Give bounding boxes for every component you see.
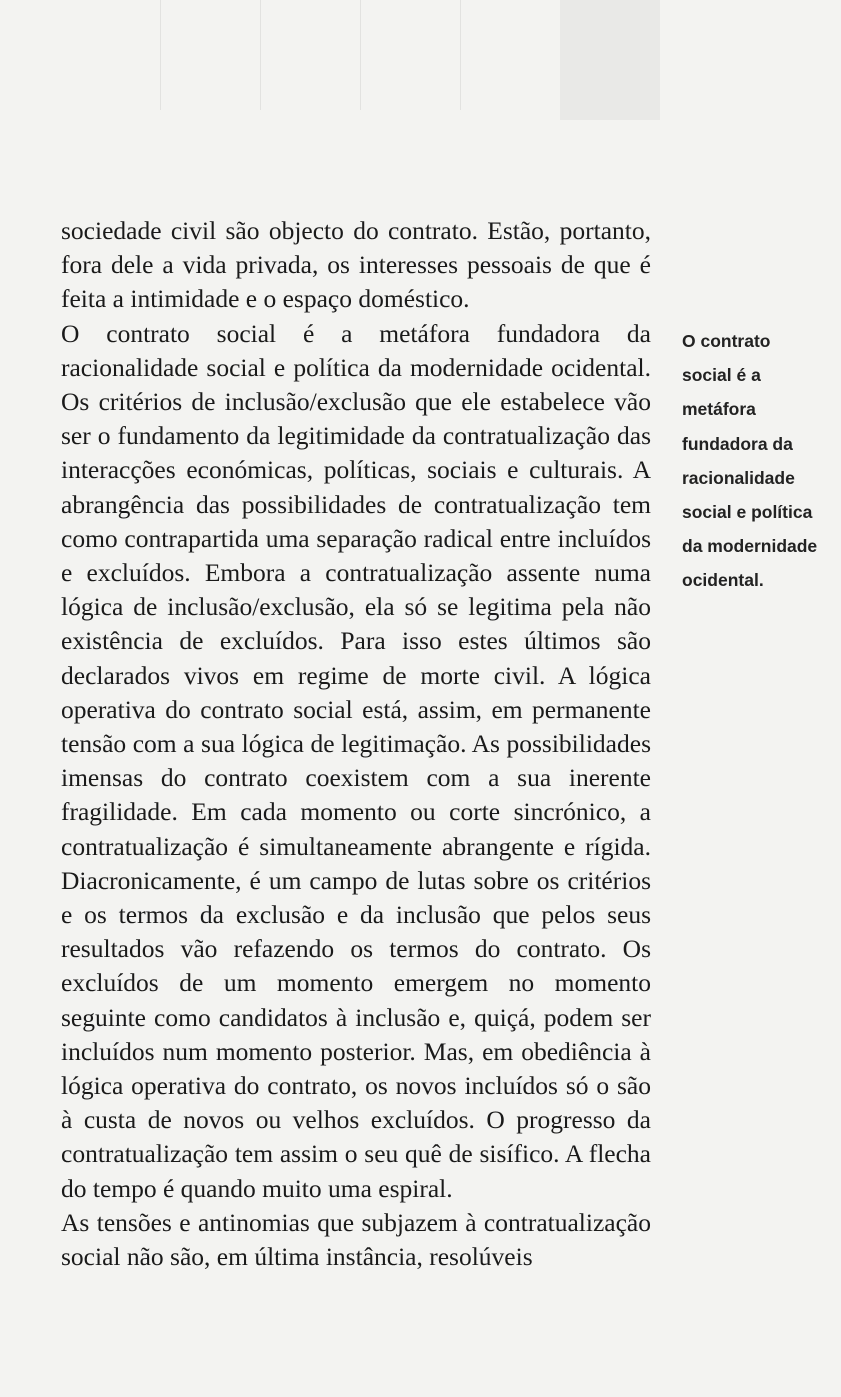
- pull-quote-text: O contrato social é a metáfora fundadora da racionalidade social e política da modernidade ocidental.: [682, 331, 818, 591]
- show-through-block: [560, 0, 660, 120]
- paragraph: O contrato social é a metáfora fundadora da racionalidade social e política da modernidade ocidental. Os critérios de inclusão/exclusão que ele estabelece vão ser o fundamento da legitimidade da contratualização das interacções económicas, políticas, sociais e culturais. A abrangência das possibilidades de contratualização tem como contrapartida uma separação radical entre incluídos e excluídos. Embora a contratualização assente numa lógica de inclusão/exclusão, ela só se legitima pela não existência de excluídos. Para isso estes últimos são declarados vivos em regime de morte civil. A lógica operativa do contrato social está, assim, em permanente tensão com a sua lógica de legitimação. As possibilidades imensas do contrato coexistem com a sua inerente fragilidade. Em cada momento ou corte sincrónico, a contratualização é simultaneamente abrangente e rígida. Diacronicamente, é um campo de lutas sobre os critérios e os termos da exclusão e da inclusão que pelos seus resultados vão refazendo os termos do contrato. Os excluídos de um momento emergem no momento seguinte como candidatos à inclusão e, quiçá, podem ser incluídos num momento posterior. Mas, em obediência à lógica operativa do contrato, os novos incluídos só o são à custa de novos ou velhos excluídos. O progresso da contratualização tem assim o seu quê de sisífico. A flecha do tempo é quando muito uma espiral.: [61, 318, 651, 1203]
- main-text-column: [61, 214, 651, 1274]
- paragraph: sociedade civil são objecto do contrato. Estão, portanto, fora dele a vida privada, os interesses pessoais de que é feita a intimidade e o espaço doméstico.: [61, 216, 651, 314]
- show-through-rule: [260, 0, 261, 110]
- show-through-rule: [360, 0, 361, 110]
- paragraph: As tensões e antinomias que subjazem à contratualização social não são, em última instância, resolúveis: [61, 1207, 651, 1272]
- show-through-rule: [460, 0, 461, 110]
- show-through-rule: [160, 0, 161, 110]
- margin-pull-quote: [682, 324, 822, 598]
